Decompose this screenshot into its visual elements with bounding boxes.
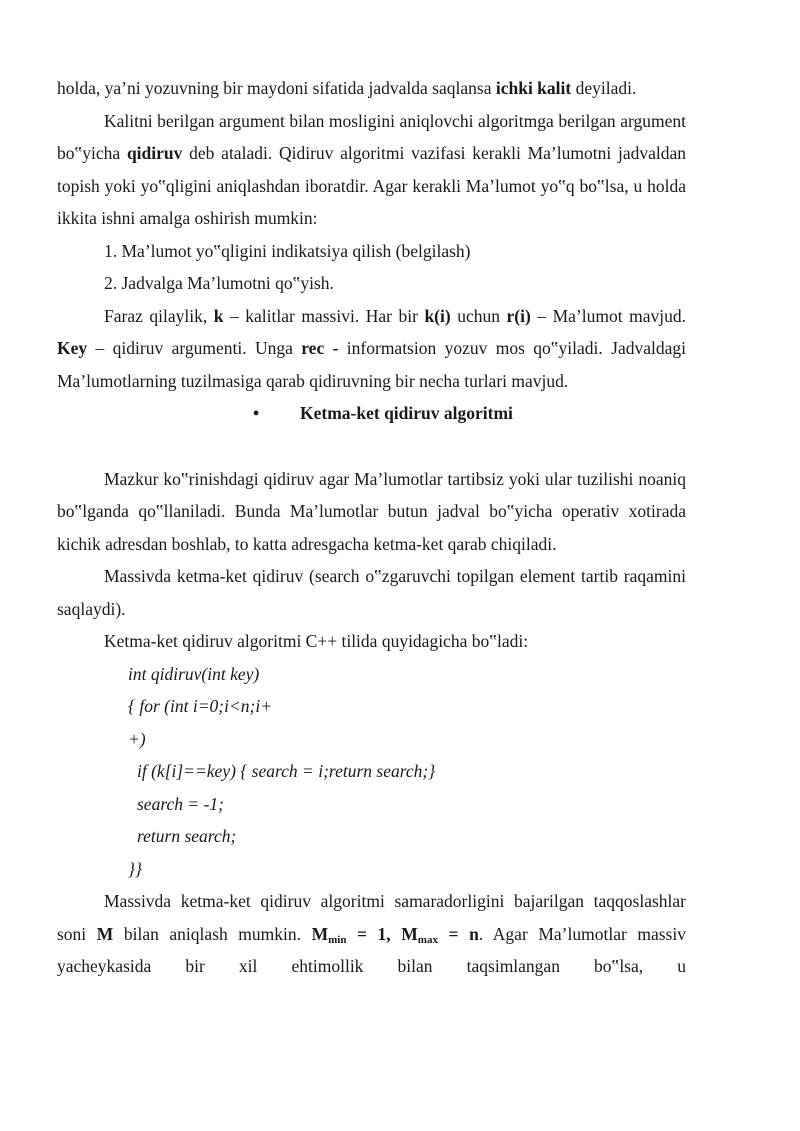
paragraph-sequential-intro: Mazkur ko‟rinishdagi qidiruv agar Ma’lumotlar tartibsiz yoki ular tuzilishi noaniq bo‟lganda qo‟llaniladi. Bunda Ma’lumotlar butun jadval bo‟yicha operativ xotirada kichik adresdan boshlab, to katta adresgacha ketma-ket qarab chiqiladi. bbox=[57, 468, 686, 554]
code-line: }} bbox=[128, 858, 142, 879]
code-block bbox=[57, 658, 686, 886]
section-heading bbox=[57, 397, 686, 430]
code-line: { for (int i=0;i<n;i+ bbox=[128, 696, 273, 716]
list-item: 2. Jadvalga Ma’lumotni qo‟yish. bbox=[104, 273, 334, 293]
paragraph-notation: Faraz qilaylik, k – kalitlar massivi. Har bir k(i) uchun r(i) – Ma’lumot mavjud. Key – qidiruv argumenti. Unga rec - informatsion yozuv mos qo‟yiladi. Jadvaldagi Ma’lumotlarning tuzilmasiga qarab qidiruvning bir necha turlari mavjud. bbox=[57, 305, 686, 391]
paragraph-search-definition: Kalitni berilgan argument bilan mosligini aniqlovchi algoritmga berilgan argument bo‟yicha qidiruv deb ataladi. Qidiruv algoritmi vazifasi kerakli Ma’lumotni jadvaldan topish yoki yo‟qligini aniqlashdan iboratdir. Agar kerakli Ma’lumot yo‟q bo‟lsa, u holda ikkita ishni amalga oshirish mumkin: bbox=[57, 110, 686, 228]
paragraph-inner-key: holda, ya’ni yozuvning bir maydoni sifatida jadvalda saqlansa ichki kalit deyiladi. bbox=[57, 78, 637, 98]
paragraph-search-variable: Massivda ketma-ket qidiruv (search o‟zgaruvchi topilgan element tartib raqamini saqlaydi). bbox=[57, 566, 686, 619]
code-line: +) bbox=[128, 728, 146, 749]
bullet-icon: • bbox=[253, 403, 260, 423]
paragraph-efficiency: Massivda ketma-ket qidiruv algoritmi samaradorligini bajarilgan taqqoslashlar soni M bilan aniqlash mumkin. $M_{min} = 1$, $M_{max} = n$. Agar Ma’lumotlar massiv yacheykasida bir xil ehtimollik bilan taqsimlangan bo‟lsa, u bbox=[57, 891, 686, 976]
paragraph-cpp-intro: Ketma-ket qidiruv algoritmi C++ tilida quyidagicha bo‟ladi: bbox=[104, 631, 529, 651]
code-line: if (k[i]==key) { search = i;return search;} bbox=[137, 761, 436, 781]
code-line: int qidiruv(int key) bbox=[128, 663, 260, 684]
code-line: return search; bbox=[137, 826, 237, 846]
term-qidiruv: qidiruv bbox=[126, 143, 183, 163]
section-heading-text: Ketma-ket qidiruv algoritmi bbox=[300, 403, 513, 423]
list-item: 1. Ma’lumot yo‟qligini indikatsiya qilish (belgilash) bbox=[104, 240, 471, 261]
code-line: search = -1; bbox=[137, 793, 224, 814]
term-ichki-kalit: ichki kalit bbox=[495, 78, 572, 98]
